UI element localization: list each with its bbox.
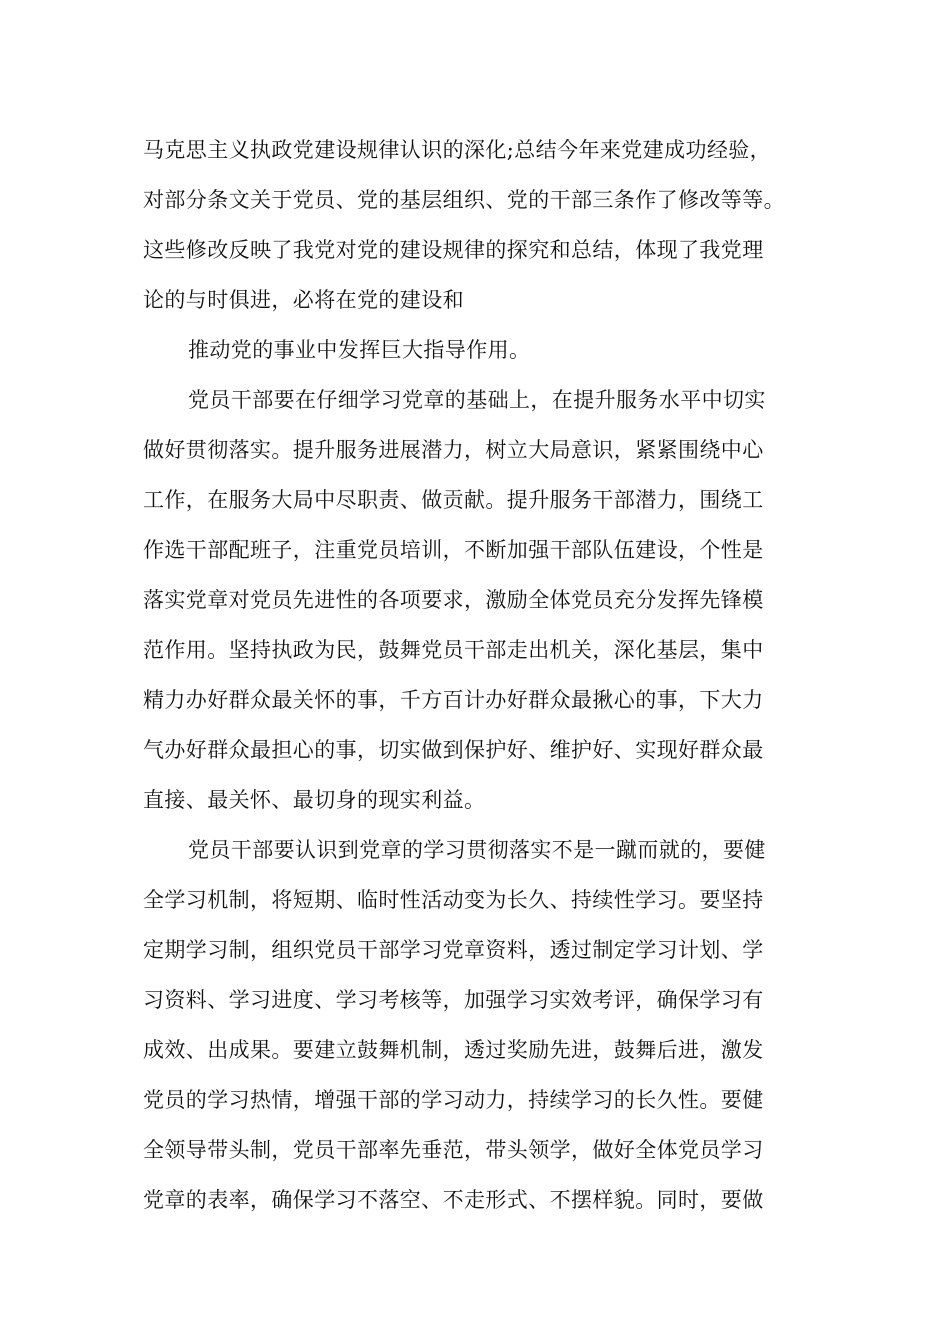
text-line: 做好贯彻落实。提升服务进展潜力，树立大局意识，紧紧围绕中心 [143, 438, 764, 462]
text-line: 全领导带头制，党员干部率先垂范，带头领学，做好全体党员学习 [143, 1138, 764, 1162]
text-line: 落实党章对党员先进性的各项要求，激励全体党员充分发挥先锋模 [143, 588, 764, 612]
text-line: 气办好群众最担心的事，切实做到保护好、维护好、实现好群众最 [143, 738, 764, 762]
text-line: 习资料、学习进度、学习考核等，加强学习实效考评，确保学习有 [143, 988, 764, 1012]
text-line: 马克思主义执政党建设规律认识的深化;总结今年来党建成功经验， [143, 138, 772, 162]
text-line: 全学习机制，将短期、临时性活动变为长久、持续性学习。要坚持 [143, 888, 764, 912]
text-line: 定期学习制，组织党员干部学习党章资料，透过制定学习计划、学 [143, 938, 764, 962]
text-line: 党员的学习热情，增强干部的学习动力，持续学习的长久性。要健 [143, 1088, 764, 1112]
text-line: 推动党的事业中发挥巨大指导作用。 [188, 338, 531, 362]
text-line: 成效、出成果。要建立鼓舞机制，透过奖励先进，鼓舞后进，激发 [143, 1038, 764, 1062]
text-line: 作选干部配班子，注重党员培训，不断加强干部队伍建设，个性是 [143, 538, 764, 562]
text-line: 党员干部要认识到党章的学习贯彻落实不是一蹴而就的，要健 [188, 838, 766, 862]
text-line: 论的与时俱进，必将在党的建设和 [143, 288, 464, 312]
text-line: 党员干部要在仔细学习党章的基础上，在提升服务水平中切实 [188, 388, 766, 412]
text-line: 精力办好群众最关怀的事，千方百计办好群众最揪心的事，下大力 [143, 688, 764, 712]
text-line: 范作用。坚持执政为民，鼓舞党员干部走出机关，深化基层，集中 [143, 638, 764, 662]
text-line: 这些修改反映了我党对党的建设规律的探究和总结，体现了我党理 [143, 238, 764, 262]
text-line: 对部分条文关于党员、党的基层组织、党的干部三条作了修改等等。 [143, 188, 785, 212]
text-line: 直接、最关怀、最切身的现实利益。 [143, 788, 486, 812]
text-line: 党章的表率，确保学习不落空、不走形式、不摆样貌。同时，要做 [143, 1188, 764, 1212]
text-line: 工作，在服务大局中尽职责、做贡献。提升服务干部潜力，围绕工 [143, 488, 764, 512]
